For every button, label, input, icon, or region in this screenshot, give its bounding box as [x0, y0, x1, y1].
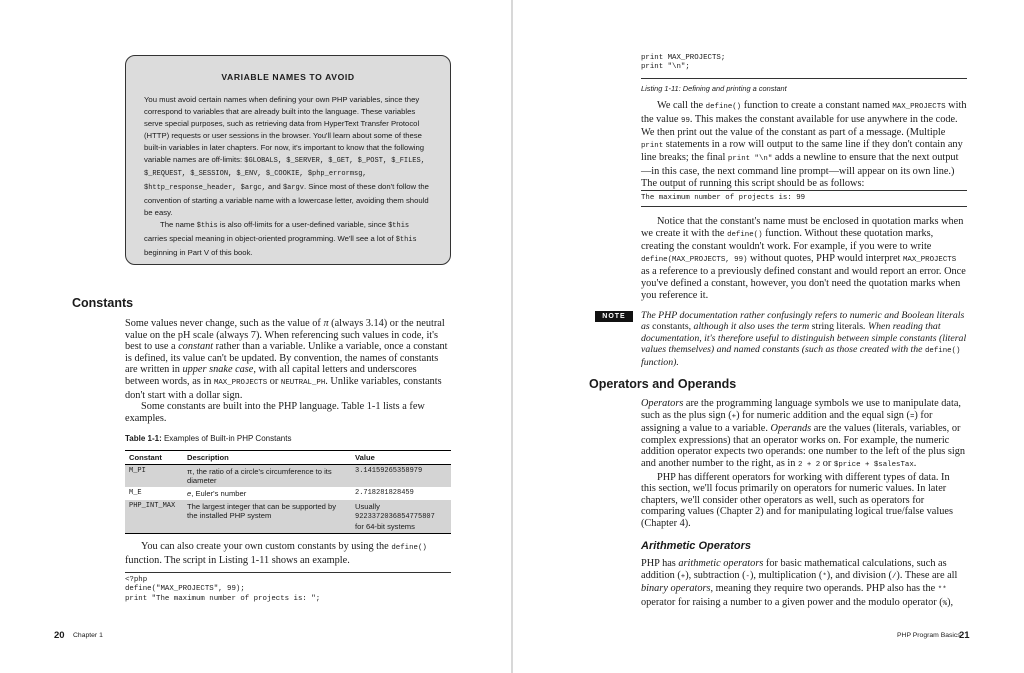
sidebar-title: VARIABLE NAMES TO AVOID: [221, 72, 355, 82]
sidebar-body: [144, 94, 434, 259]
table-cell-constant: PHP_INT_MAX: [125, 500, 183, 534]
sidebar-paragraph-2: The name $this is also off-limits for a user-defined variable, since $this carries special meaning in object-oriented programming. We'll see a lot of $this beginning in Part V of this book.: [144, 220, 417, 257]
table-header-row: [125, 451, 451, 465]
table-row: [125, 487, 451, 500]
define-explanation: We call the define() function to create a constant named MAX_PROJECTS with the value 99. This makes the constant available for use anywhere in the code. We then print out the value of the constant as part of a message. (Multiple print statements in a row will output to the same line if they don't contain any line breaks; the final print "\n" adds a newline to ensure that the next output—in this case, the next command line prompt—will appear on its own line.) The output of running this script should be as follows:: [641, 100, 967, 189]
running-footer-right: PHP Program Basics: [897, 632, 961, 639]
table-cell-constant: M_PI: [125, 465, 183, 488]
left-page: [0, 0, 511, 673]
operators-heading: Operators and Operands: [589, 377, 737, 391]
table-header-constant: Constant: [125, 451, 183, 465]
table-cell-description: e, Euler's number: [187, 489, 247, 498]
code-bottom-rule: [641, 78, 967, 79]
sidebar-box: [125, 55, 451, 265]
code-listing-part1: <?php define("MAX_PROJECTS", 99); print "The maximum number of projects is: ";: [125, 576, 321, 603]
table-row: [125, 465, 451, 488]
note-badge: NOTE: [595, 311, 633, 322]
operators-body: Operators are the programming language symbols we use to manipulate data, such as the plus sign (+) for numeric addition and the equal sign (=) for assigning a value to a variable. Operands are the values (literals, variables, or complex expressions) that an operator works on. For example, the numeric addition operator expects two operands: one number to the left of the plus sign and another number to the right, as in 2 + 2 or $price + $salesTax. PHP has different operators for working with different types of data. In this section, we'll focus primarily on operators for numeric values. In later chapters, we'll consider other operators as well, such as operators for comparing values (Chapter 2) and for manipulating logical true/false values (Chapter 4).: [641, 398, 965, 529]
arithmetic-heading: Arithmetic Operators: [641, 540, 752, 552]
code-listing-part2: print MAX_PROJECTS; print "\n";: [641, 54, 726, 72]
listing-caption: Listing 1-11: Defining and printing a constant: [641, 84, 787, 93]
note-text: The PHP documentation rather confusingly refers to numeric and Boolean literals as constants, although it also uses the term string literals. When reading that documentation, it's therefore useful to distinguish between simple constants (literal values themselves) and named constants (such as those created with the define() function).: [641, 310, 967, 369]
table-row: [125, 500, 451, 534]
builtin-constants-table: [125, 450, 451, 534]
table-cell-description: π, the ratio of a circle's circumference to its diameter: [183, 465, 351, 488]
table-cell-constant: M_E: [129, 489, 142, 497]
custom-constants-paragraph: You can also create your own custom constants by using the define() function. The script in Listing 1-11 shows an example.: [125, 541, 427, 566]
output-top-rule: [641, 190, 967, 191]
builtin-constants-table-wrap: [125, 450, 451, 534]
constants-body: [125, 318, 451, 424]
table-cell-value: 3.14159265358979: [351, 465, 451, 488]
table-cell-description: The largest integer that can be supported by the installed PHP system: [183, 500, 351, 534]
sidebar-paragraph-1: You must avoid certain names when defining your own PHP variables, since they correspond to variables that are already built into the language. These variables serve special purposes, such as retrieving data from HyperText Transfer Protocol (HTTP) requests or user sessions in the browser. You'll learn about some of these built-in variables in later chapters. For now, it's important to know that the following variable names are off-limits: $GLOBALS, $_SERVER, $_GET, $_POST, $_FILES, $_REQUEST, $_SESSION, $_ENV, $_COOKIE, $php_errormsg, $http_response_header, $argc, and $argv. Since most of these don't follow the convention of starting a variable name with a lowercase letter, avoiding them should be easy.: [144, 95, 429, 218]
code-top-rule: [125, 572, 451, 573]
table-header-description: Description: [183, 451, 351, 465]
constants-heading: Constants: [72, 296, 134, 310]
table-cell-value: 2.718281828459: [355, 489, 414, 497]
script-output: The maximum number of projects is: 99: [641, 194, 806, 202]
output-bottom-rule: [641, 206, 967, 207]
constants-paragraph-2: Some constants are built into the PHP language. Table 1-1 lists a few examples.: [125, 401, 425, 424]
table-header-value: Value: [351, 451, 451, 465]
quotation-explanation: Notice that the constant's name must be enclosed in quotation marks when we create it with the define() function. Without these quotation marks, creating the constant wouldn't work. For example, if you were to write define(MAX_PROJECTS, 99) without quotes, PHP would interpret MAX_PROJECTS as a reference to a previously defined constant and would report an error. Once you've defined a constant, however, you don't need the quotation marks when you reference it.: [641, 216, 966, 301]
page-number-right: 21: [959, 630, 970, 641]
constants-paragraph-1: Some values never change, such as the value of π (always 3.14) or the neutral value on the pH scale (always 7). When referencing such values in code, it's best to use a constant rather than a variable. Unlike a variable, once a constant is defined, its value can't be updated. By convention, the names of constants are written in upper snake case, with all capital letters and underscores between words, as in MAX_PROJECTS or NEUTRAL_PH. Unlike variables, constants don't start with a dollar sign.: [125, 318, 448, 401]
right-page: [513, 0, 1024, 673]
table-cell-value: Usually 9223372036854775807 for 64-bit systems: [351, 500, 451, 534]
page-number-left: 20: [54, 630, 65, 641]
arithmetic-body: PHP has arithmetic operators for basic mathematical calculations, such as addition (+), subtraction (-), multiplication (*), and division (/). These are all binary operators, meaning they require two operands. PHP also has the ** operator for raising a number to a given power and the modulo operator (%),: [641, 558, 958, 608]
table-caption: Table 1-1: Examples of Built-in PHP Constants: [125, 434, 292, 443]
running-footer-left: Chapter 1: [73, 632, 103, 639]
